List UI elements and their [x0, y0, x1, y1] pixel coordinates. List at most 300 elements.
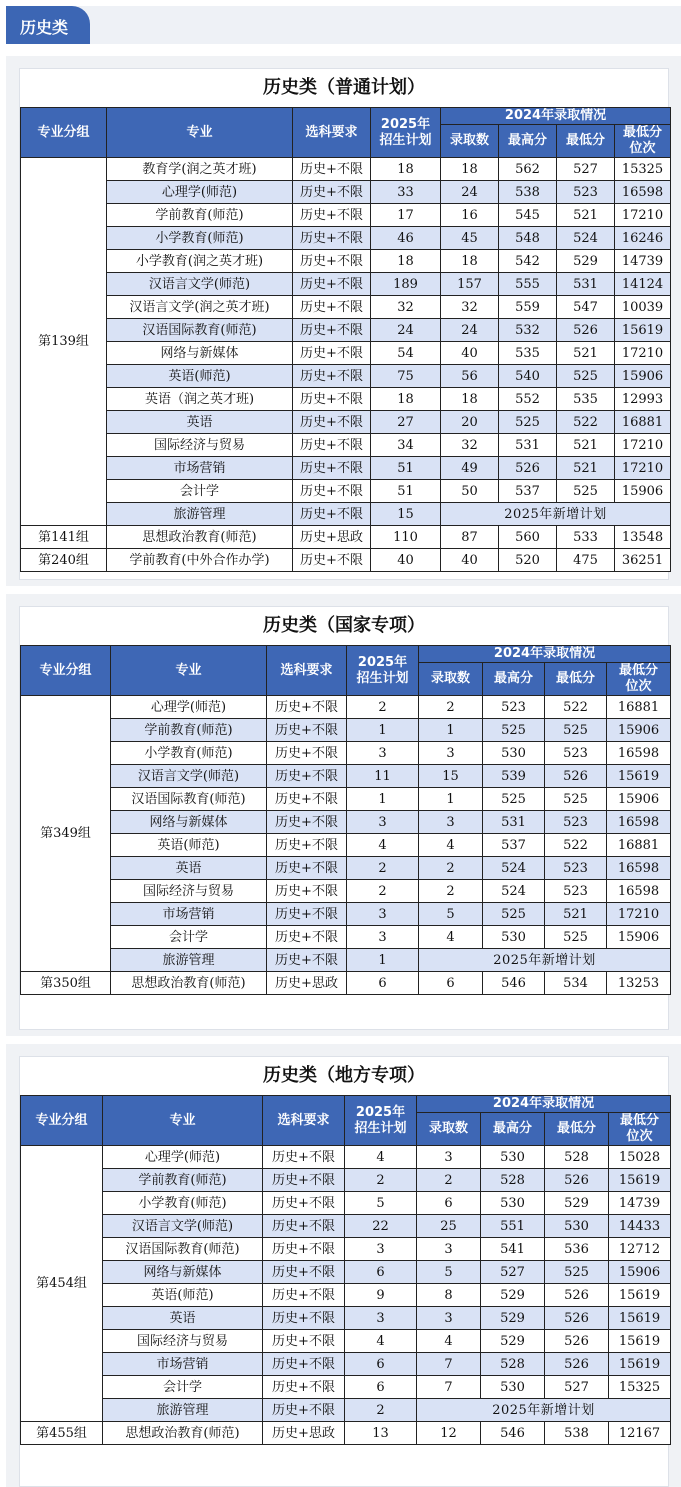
requirement-cell: 历史+不限	[267, 788, 347, 811]
plan-cell: 6	[345, 1261, 417, 1284]
plan-cell: 2	[347, 880, 419, 903]
major-cell: 思想政治教育(师范)	[107, 526, 293, 549]
requirement-cell: 历史+不限	[263, 1192, 345, 1215]
major-cell: 会计学	[111, 926, 267, 949]
min-rank-cell: 16881	[607, 696, 671, 719]
plan-cell: 3	[345, 1238, 417, 1261]
table-row	[21, 696, 671, 719]
requirement-cell: 历史+不限	[263, 1353, 345, 1376]
plan-cell: 4	[345, 1146, 417, 1169]
requirement-cell: 历史+思政	[263, 1422, 345, 1445]
admission-table	[20, 1095, 671, 1445]
major-cell: 汉语言文学(师范)	[103, 1215, 263, 1238]
major-cell: 英语	[103, 1307, 263, 1330]
table-row	[21, 388, 671, 411]
major-cell: 网络与新媒体	[111, 811, 267, 834]
header-2024-situation: 2024年录取情况	[441, 108, 671, 125]
max-score-cell: 523	[483, 696, 545, 719]
plan-cell: 24	[371, 319, 441, 342]
major-cell: 英语(师范)	[111, 834, 267, 857]
header-min-score: 最低分	[545, 663, 607, 696]
min-rank-cell: 17210	[615, 457, 671, 480]
max-score-cell: 535	[499, 342, 557, 365]
table-row	[21, 1192, 671, 1215]
header-requirement: 选科要求	[263, 1096, 345, 1146]
table-row	[21, 342, 671, 365]
header-plan	[345, 1096, 417, 1146]
requirement-cell: 历史+不限	[263, 1399, 345, 1422]
major-cell: 小学教育(润之英才班)	[107, 250, 293, 273]
group-cell: 第454组	[21, 1146, 103, 1422]
requirement-cell: 历史+思政	[293, 526, 371, 549]
min-score-cell: 525	[545, 926, 607, 949]
admitted-cell: 4	[419, 834, 483, 857]
admitted-cell: 2	[419, 857, 483, 880]
header-2024-situation: 2024年录取情况	[417, 1096, 671, 1113]
min-score-cell: 521	[545, 903, 607, 926]
admitted-cell: 25	[417, 1215, 481, 1238]
requirement-cell: 历史+不限	[293, 388, 371, 411]
min-score-cell: 526	[557, 319, 615, 342]
max-score-cell: 531	[483, 811, 545, 834]
requirement-cell: 历史+不限	[293, 434, 371, 457]
min-score-cell: 535	[557, 388, 615, 411]
table-row	[21, 434, 671, 457]
admitted-cell: 2	[419, 880, 483, 903]
admitted-cell: 49	[441, 457, 499, 480]
plan-cell: 15	[371, 503, 441, 526]
major-cell: 国际经济与贸易	[103, 1330, 263, 1353]
table-row	[21, 1169, 671, 1192]
header-2024-situation: 2024年录取情况	[419, 646, 671, 663]
admitted-cell: 3	[417, 1238, 481, 1261]
plan-cell: 18	[371, 158, 441, 181]
plan-cell: 6	[345, 1376, 417, 1399]
major-cell: 国际经济与贸易	[107, 434, 293, 457]
category-tab[interactable]	[6, 6, 90, 44]
requirement-cell: 历史+不限	[293, 411, 371, 434]
table-row	[21, 1261, 671, 1284]
max-score-cell: 531	[499, 434, 557, 457]
table-row	[21, 811, 671, 834]
plan-cell: 27	[371, 411, 441, 434]
header-rank-line2: 位次	[625, 679, 652, 694]
header-group: 专业分组	[21, 646, 111, 696]
min-score-cell: 526	[545, 1307, 609, 1330]
min-rank-cell: 15619	[609, 1307, 671, 1330]
min-rank-cell: 15906	[609, 1261, 671, 1284]
admitted-cell: 32	[441, 296, 499, 319]
major-cell: 会计学	[103, 1376, 263, 1399]
admitted-cell: 24	[441, 319, 499, 342]
requirement-cell: 历史+不限	[293, 503, 371, 526]
min-rank-cell: 14433	[609, 1215, 671, 1238]
plan-cell: 34	[371, 434, 441, 457]
header-group: 专业分组	[21, 108, 107, 158]
major-cell: 思想政治教育(师范)	[111, 972, 267, 995]
admission-table	[20, 645, 671, 995]
admitted-cell: 7	[417, 1376, 481, 1399]
table-row	[21, 1215, 671, 1238]
max-score-cell: 524	[483, 857, 545, 880]
admitted-cell: 6	[417, 1192, 481, 1215]
major-cell: 教育学(润之英才班)	[107, 158, 293, 181]
requirement-cell: 历史+不限	[267, 903, 347, 926]
admitted-cell: 18	[441, 250, 499, 273]
table-row	[21, 227, 671, 250]
header-rank-line2: 位次	[629, 141, 656, 156]
max-score-cell: 529	[481, 1284, 545, 1307]
requirement-cell: 历史+不限	[263, 1376, 345, 1399]
admitted-cell: 7	[417, 1353, 481, 1376]
header-major: 专业	[103, 1096, 263, 1146]
major-cell: 英语	[111, 857, 267, 880]
admitted-cell: 50	[441, 480, 499, 503]
requirement-cell: 历史+不限	[267, 880, 347, 903]
group-cell: 第240组	[21, 549, 107, 572]
table-row	[21, 1376, 671, 1399]
table-row	[21, 1422, 671, 1445]
plan-cell: 51	[371, 480, 441, 503]
max-score-cell: 540	[499, 365, 557, 388]
min-score-cell: 530	[545, 1215, 609, 1238]
min-score-cell: 547	[557, 296, 615, 319]
admitted-cell: 6	[419, 972, 483, 995]
requirement-cell: 历史+不限	[267, 811, 347, 834]
table-row	[21, 319, 671, 342]
admitted-cell: 8	[417, 1284, 481, 1307]
min-rank-cell: 13253	[607, 972, 671, 995]
requirement-cell: 历史+不限	[263, 1261, 345, 1284]
group-cell: 第455组	[21, 1422, 103, 1445]
plan-cell: 17	[371, 204, 441, 227]
min-score-cell: 527	[557, 158, 615, 181]
table-row	[21, 880, 671, 903]
plan-cell: 51	[371, 457, 441, 480]
table-row	[21, 834, 671, 857]
min-rank-cell: 15325	[609, 1376, 671, 1399]
plan-cell: 18	[371, 250, 441, 273]
max-score-cell: 541	[481, 1238, 545, 1261]
requirement-cell: 历史+不限	[263, 1330, 345, 1353]
min-rank-cell: 16881	[615, 411, 671, 434]
min-rank-cell: 15906	[615, 480, 671, 503]
table-row	[21, 204, 671, 227]
major-cell: 国际经济与贸易	[111, 880, 267, 903]
major-cell: 汉语言文学(师范)	[107, 273, 293, 296]
min-score-cell: 521	[557, 434, 615, 457]
admitted-cell: 24	[441, 181, 499, 204]
table-row	[21, 480, 671, 503]
requirement-cell: 历史+不限	[263, 1169, 345, 1192]
admitted-cell: 40	[441, 549, 499, 572]
min-score-cell: 525	[545, 719, 607, 742]
max-score-cell: 525	[499, 411, 557, 434]
admitted-cell: 1	[419, 788, 483, 811]
major-cell: 心理学(师范)	[103, 1146, 263, 1169]
header-requirement: 选科要求	[293, 108, 371, 158]
table-card	[19, 606, 669, 1030]
min-score-cell: 538	[545, 1422, 609, 1445]
plan-cell: 1	[347, 788, 419, 811]
min-score-cell: 521	[557, 457, 615, 480]
table-row	[21, 411, 671, 434]
max-score-cell: 542	[499, 250, 557, 273]
min-rank-cell: 15906	[615, 365, 671, 388]
group-cell: 第141组	[21, 526, 107, 549]
min-rank-cell: 15906	[607, 788, 671, 811]
min-rank-cell: 15619	[609, 1284, 671, 1307]
group-cell: 第350组	[21, 972, 111, 995]
major-cell: 心理学(师范)	[111, 696, 267, 719]
table-row	[21, 1353, 671, 1376]
header-plan-line2: 招生计划	[354, 1120, 407, 1136]
header-plan	[371, 108, 441, 158]
min-score-cell: 526	[545, 765, 607, 788]
plan-cell: 22	[345, 1215, 417, 1238]
min-score-cell: 526	[545, 1330, 609, 1353]
min-score-cell: 525	[557, 480, 615, 503]
new-plan-note: 2025年新增计划	[419, 949, 671, 972]
max-score-cell: 559	[499, 296, 557, 319]
requirement-cell: 历史+不限	[293, 158, 371, 181]
min-rank-cell: 15619	[609, 1353, 671, 1376]
min-score-cell: 523	[545, 880, 607, 903]
min-score-cell: 523	[545, 742, 607, 765]
min-score-cell: 523	[545, 857, 607, 880]
major-cell: 市场营销	[111, 903, 267, 926]
plan-cell: 75	[371, 365, 441, 388]
admitted-cell: 3	[417, 1146, 481, 1169]
requirement-cell: 历史+不限	[263, 1284, 345, 1307]
max-score-cell: 524	[483, 880, 545, 903]
header-max-score: 最高分	[499, 125, 557, 158]
max-score-cell: 526	[499, 457, 557, 480]
table-row	[21, 1238, 671, 1261]
admitted-cell: 18	[441, 158, 499, 181]
plan-cell: 1	[347, 949, 419, 972]
plan-cell: 3	[347, 903, 419, 926]
header-min-rank	[615, 125, 671, 158]
major-cell: 汉语国际教育(师范)	[111, 788, 267, 811]
admitted-cell: 5	[419, 903, 483, 926]
table-row	[21, 903, 671, 926]
plan-cell: 3	[347, 926, 419, 949]
min-rank-cell: 16881	[607, 834, 671, 857]
min-score-cell: 522	[545, 696, 607, 719]
table-title: 历史类（普通计划）	[263, 77, 425, 98]
table-row	[21, 972, 671, 995]
major-cell: 学前教育(中外合作办学)	[107, 549, 293, 572]
min-score-cell: 526	[545, 1284, 609, 1307]
min-rank-cell: 17210	[615, 434, 671, 457]
table-row	[21, 250, 671, 273]
major-cell: 小学教育(师范)	[107, 227, 293, 250]
admitted-cell: 12	[417, 1422, 481, 1445]
plan-cell: 5	[345, 1192, 417, 1215]
max-score-cell: 530	[483, 926, 545, 949]
header-max-score: 最高分	[481, 1113, 545, 1146]
min-rank-cell: 10039	[615, 296, 671, 319]
header-min-rank	[609, 1113, 671, 1146]
min-score-cell: 526	[545, 1353, 609, 1376]
admitted-cell: 5	[417, 1261, 481, 1284]
header-major: 专业	[107, 108, 293, 158]
requirement-cell: 历史+不限	[267, 949, 347, 972]
table-row	[21, 719, 671, 742]
requirement-cell: 历史+不限	[293, 342, 371, 365]
table-row	[21, 949, 671, 972]
table-row	[21, 273, 671, 296]
table-row	[21, 526, 671, 549]
plan-cell: 2	[345, 1399, 417, 1422]
group-cell: 第349组	[21, 696, 111, 972]
min-score-cell: 536	[545, 1238, 609, 1261]
min-score-cell: 534	[545, 972, 607, 995]
admitted-cell: 3	[417, 1307, 481, 1330]
header-major: 专业	[111, 646, 267, 696]
section-regular-plan	[6, 56, 681, 586]
min-rank-cell: 14739	[615, 250, 671, 273]
requirement-cell: 历史+不限	[293, 204, 371, 227]
plan-cell: 3	[347, 811, 419, 834]
category-tab-label: 历史类	[20, 18, 69, 37]
plan-cell: 18	[371, 388, 441, 411]
table-row	[21, 1399, 671, 1422]
header-admitted: 录取数	[417, 1113, 481, 1146]
plan-cell: 3	[347, 742, 419, 765]
major-cell: 心理学(师范)	[107, 181, 293, 204]
min-score-cell: 475	[557, 549, 615, 572]
major-cell: 汉语言文学(润之英才班)	[107, 296, 293, 319]
admission-table	[20, 107, 671, 572]
plan-cell: 54	[371, 342, 441, 365]
requirement-cell: 历史+不限	[293, 365, 371, 388]
table-row	[21, 457, 671, 480]
min-rank-cell: 16598	[607, 880, 671, 903]
header-row	[21, 646, 671, 663]
major-cell: 思想政治教育(师范)	[103, 1422, 263, 1445]
max-score-cell: 528	[481, 1353, 545, 1376]
min-score-cell: 525	[557, 365, 615, 388]
requirement-cell: 历史+不限	[293, 480, 371, 503]
min-rank-cell: 17210	[615, 342, 671, 365]
max-score-cell: 529	[481, 1307, 545, 1330]
plan-cell: 2	[347, 857, 419, 880]
min-score-cell: 527	[545, 1376, 609, 1399]
min-rank-cell: 15906	[607, 926, 671, 949]
min-rank-cell: 17210	[615, 204, 671, 227]
admitted-cell: 56	[441, 365, 499, 388]
table-card	[19, 68, 669, 580]
max-score-cell: 551	[481, 1215, 545, 1238]
admitted-cell: 32	[441, 434, 499, 457]
min-rank-cell: 15619	[607, 765, 671, 788]
max-score-cell: 520	[499, 549, 557, 572]
header-group: 专业分组	[21, 1096, 103, 1146]
admitted-cell: 87	[441, 526, 499, 549]
new-plan-note: 2025年新增计划	[441, 503, 671, 526]
admitted-cell: 16	[441, 204, 499, 227]
min-rank-cell: 12167	[609, 1422, 671, 1445]
requirement-cell: 历史+不限	[267, 857, 347, 880]
admitted-cell: 2	[419, 696, 483, 719]
max-score-cell: 532	[499, 319, 557, 342]
admitted-cell: 15	[419, 765, 483, 788]
max-score-cell: 525	[483, 719, 545, 742]
requirement-cell: 历史+不限	[263, 1238, 345, 1261]
major-cell: 汉语国际教育(师范)	[107, 319, 293, 342]
major-cell: 小学教育(师范)	[111, 742, 267, 765]
max-score-cell: 525	[483, 903, 545, 926]
requirement-cell: 历史+不限	[293, 227, 371, 250]
min-score-cell: 522	[545, 834, 607, 857]
table-row	[21, 1330, 671, 1353]
header-admitted: 录取数	[441, 125, 499, 158]
min-rank-cell: 16246	[615, 227, 671, 250]
plan-cell: 189	[371, 273, 441, 296]
max-score-cell: 560	[499, 526, 557, 549]
max-score-cell: 530	[481, 1146, 545, 1169]
plan-cell: 6	[345, 1353, 417, 1376]
header-min-score: 最低分	[545, 1113, 609, 1146]
min-rank-cell: 16598	[615, 181, 671, 204]
min-rank-cell: 16598	[607, 742, 671, 765]
min-rank-cell: 13548	[615, 526, 671, 549]
min-score-cell: 528	[545, 1146, 609, 1169]
max-score-cell: 530	[483, 742, 545, 765]
requirement-cell: 历史+不限	[293, 296, 371, 319]
plan-cell: 2	[347, 696, 419, 719]
requirement-cell: 历史+不限	[267, 926, 347, 949]
admitted-cell: 4	[417, 1330, 481, 1353]
max-score-cell: 555	[499, 273, 557, 296]
min-rank-cell: 14739	[609, 1192, 671, 1215]
requirement-cell: 历史+不限	[293, 319, 371, 342]
admitted-cell: 20	[441, 411, 499, 434]
section-local-special	[6, 1044, 681, 1487]
admitted-cell: 3	[419, 811, 483, 834]
min-score-cell: 521	[557, 204, 615, 227]
major-cell: 市场营销	[107, 457, 293, 480]
max-score-cell: 525	[483, 788, 545, 811]
group-cell: 第139组	[21, 158, 107, 526]
category-header-bar	[6, 6, 681, 44]
table-row	[21, 926, 671, 949]
min-score-cell: 525	[545, 788, 607, 811]
admitted-cell: 157	[441, 273, 499, 296]
min-rank-cell: 14124	[615, 273, 671, 296]
min-score-cell: 531	[557, 273, 615, 296]
header-requirement: 选科要求	[267, 646, 347, 696]
table-row	[21, 549, 671, 572]
table-card	[19, 1056, 669, 1487]
max-score-cell: 529	[481, 1330, 545, 1353]
new-plan-note: 2025年新增计划	[417, 1399, 671, 1422]
min-score-cell: 523	[557, 181, 615, 204]
header-plan-line2: 招生计划	[379, 132, 432, 148]
requirement-cell: 历史+不限	[263, 1307, 345, 1330]
plan-cell: 3	[345, 1307, 417, 1330]
requirement-cell: 历史+不限	[267, 834, 347, 857]
plan-cell: 1	[347, 719, 419, 742]
table-row	[21, 742, 671, 765]
admitted-cell: 4	[419, 926, 483, 949]
requirement-cell: 历史+不限	[267, 742, 347, 765]
admitted-cell: 18	[441, 388, 499, 411]
min-rank-cell: 16598	[607, 811, 671, 834]
plan-cell: 9	[345, 1284, 417, 1307]
